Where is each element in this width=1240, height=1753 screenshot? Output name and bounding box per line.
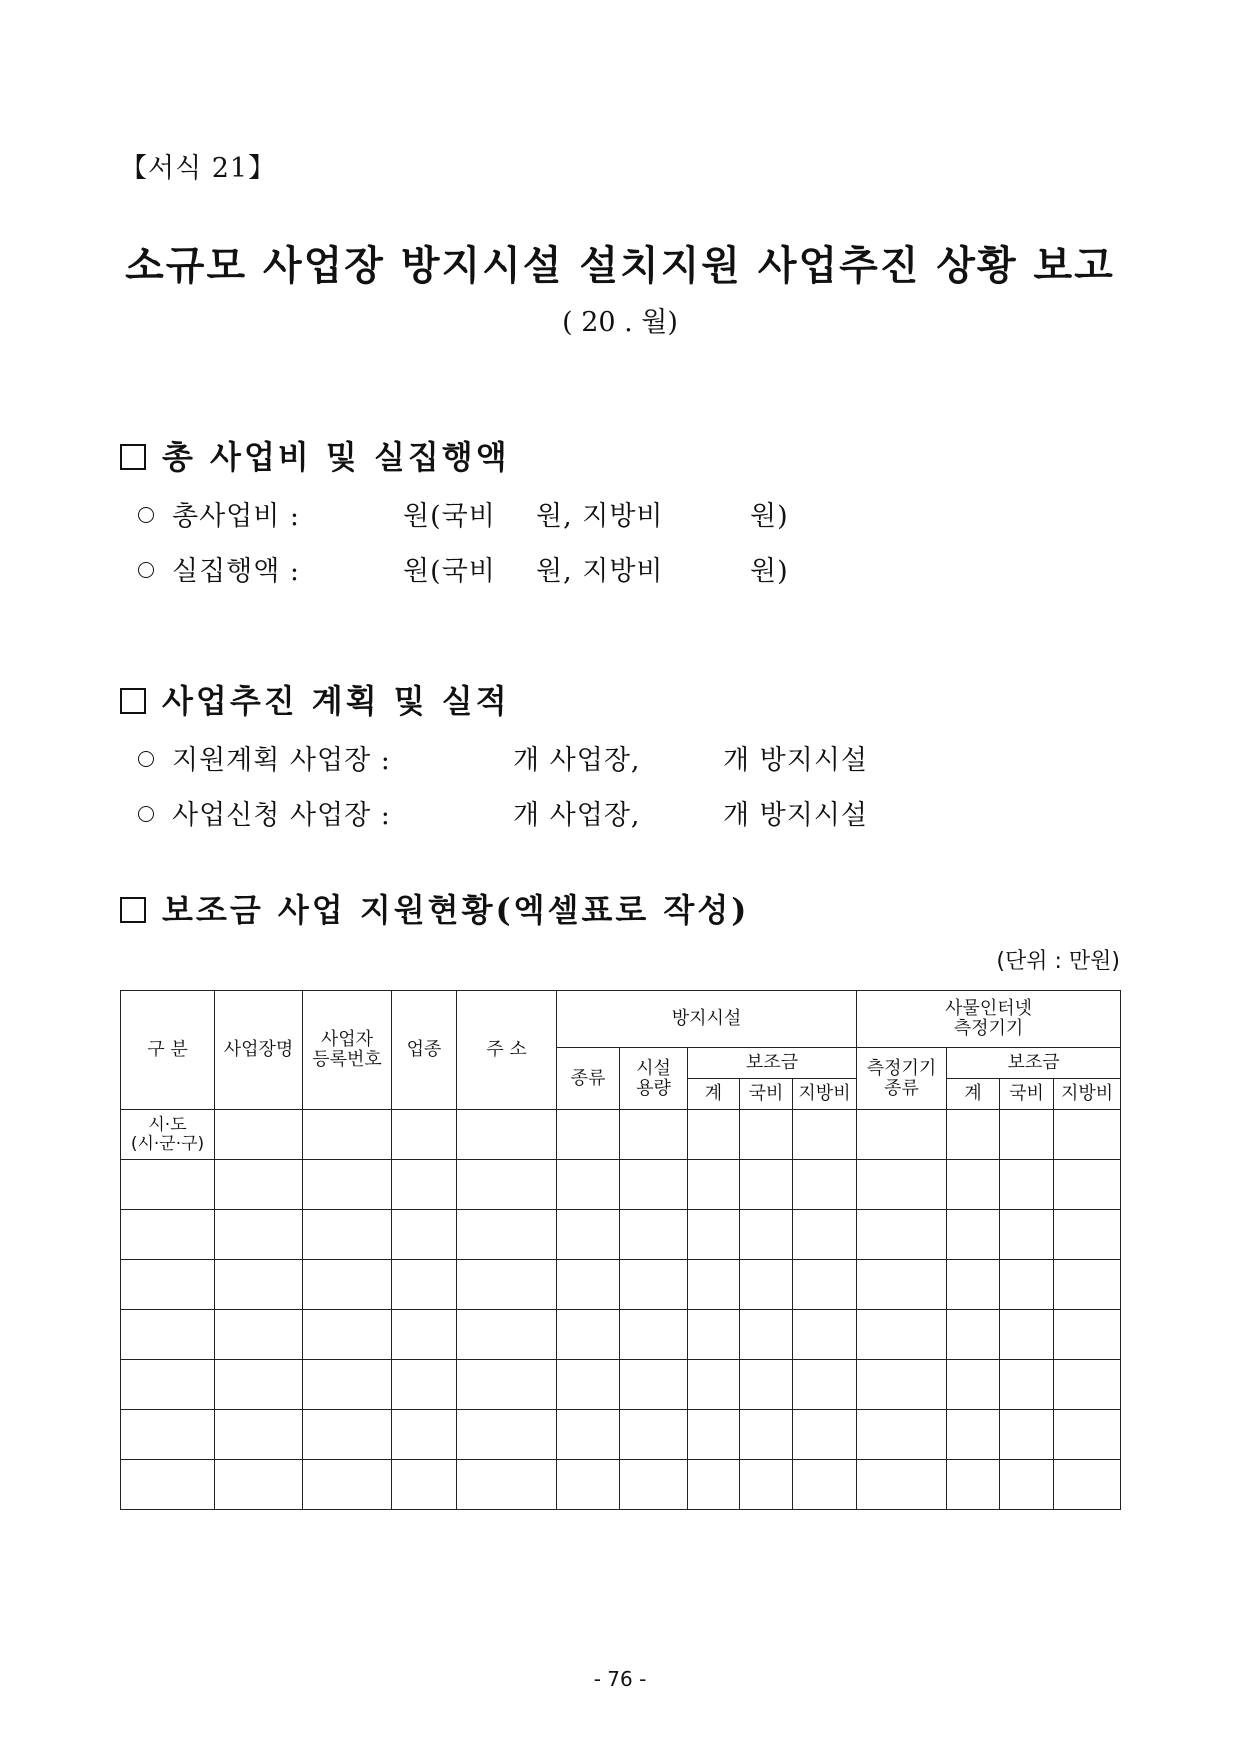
sites-count-text: 개 사업장,: [513, 800, 641, 831]
header-type: 종류: [557, 1048, 620, 1110]
applied-sites-line: [138, 793, 938, 833]
header-business-name: 사업장명: [215, 991, 303, 1110]
won-national-text: 원(국비: [403, 556, 496, 587]
section-subsidy-heading: [120, 885, 749, 931]
executed-amount-line: [138, 549, 938, 589]
section-heading-text: 총 사업비 및 실집행액: [162, 438, 510, 476]
header-subsidy: 보조금: [688, 1048, 857, 1079]
header-industry: 업종: [392, 991, 457, 1110]
document-title: 소규모 사업장 방지시설 설치지원 사업추진 상황 보고: [125, 243, 1115, 289]
sites-count-text: 개 사업장,: [513, 745, 641, 776]
facilities-count-text: 개 방지시설: [723, 745, 868, 776]
section-total-cost-heading: [120, 432, 510, 478]
unit-note: (단위 : 만원): [996, 949, 1120, 974]
won-local-text: 원, 지방비: [536, 501, 664, 532]
header-capacity: 시설 용량: [620, 1048, 688, 1110]
table-row: [121, 1410, 1121, 1460]
header-total: 계: [688, 1079, 740, 1110]
planned-sites-line: [138, 738, 938, 778]
table-row: [121, 1310, 1121, 1360]
line-label: 지원계획 사업장 :: [172, 745, 391, 776]
section-plan-heading: [120, 676, 510, 722]
table-row: [121, 1110, 1121, 1160]
header-device-type: 측정기기 종류: [857, 1048, 947, 1110]
header-total: 계: [947, 1079, 1000, 1110]
row-label-region: 시·도 (시·군·구): [121, 1110, 215, 1160]
total-cost-line: [138, 494, 938, 534]
header-national: 국비: [740, 1079, 793, 1110]
facilities-count-text: 개 방지시설: [723, 800, 868, 831]
header-prevention-facility: 방지시설: [557, 991, 857, 1048]
header-iot-device: 사물인터넷 측정기기: [857, 991, 1121, 1048]
won-end-text: 원): [750, 501, 789, 532]
section-heading-text: 사업추진 계획 및 실적: [162, 682, 510, 720]
won-end-text: 원): [750, 556, 789, 587]
circle-bullet-icon: [138, 751, 154, 767]
header-local: 지방비: [793, 1079, 857, 1110]
header-local: 지방비: [1054, 1079, 1121, 1110]
header-registration-number: 사업자 등록번호: [303, 991, 392, 1110]
table-row: [121, 1210, 1121, 1260]
line-label: 총사업비 :: [172, 501, 301, 532]
table-row: [121, 1460, 1121, 1510]
circle-bullet-icon: [138, 562, 154, 578]
section-heading-text: 보조금 사업 지원현황(엑셀표로 작성): [162, 891, 750, 929]
page-number: - 76 -: [593, 1667, 647, 1691]
header-address: 주 소: [457, 991, 557, 1110]
table-row: [121, 1260, 1121, 1310]
subsidy-status-table: [120, 990, 1121, 1510]
table-row: [121, 1160, 1121, 1210]
checkbox-square-icon: [120, 897, 146, 923]
header-subsidy: 보조금: [947, 1048, 1121, 1079]
checkbox-square-icon: [120, 444, 146, 470]
line-label: 사업신청 사업장 :: [172, 800, 391, 831]
header-category: 구 분: [121, 991, 215, 1110]
won-local-text: 원, 지방비: [536, 556, 664, 587]
table-row: [121, 1360, 1121, 1410]
circle-bullet-icon: [138, 806, 154, 822]
won-national-text: 원(국비: [403, 501, 496, 532]
report-period: ( 20 . 월): [562, 307, 678, 338]
circle-bullet-icon: [138, 507, 154, 523]
line-label: 실집행액 :: [172, 556, 301, 587]
checkbox-square-icon: [120, 688, 146, 714]
header-national: 국비: [1000, 1079, 1054, 1110]
form-label: 【서식 21】: [120, 153, 277, 184]
